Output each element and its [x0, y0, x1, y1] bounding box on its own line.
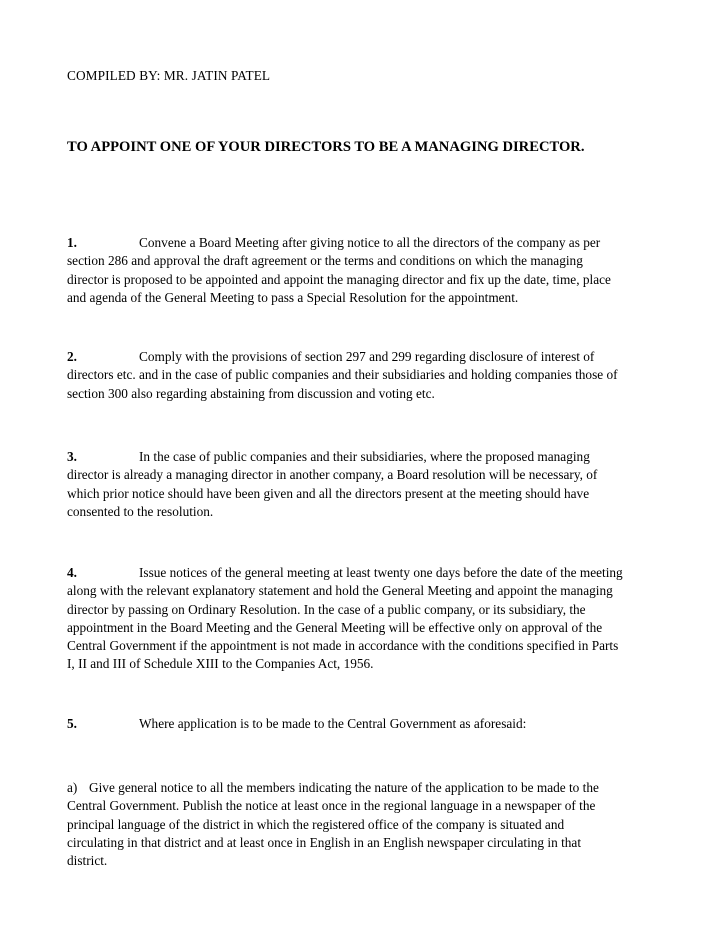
- step-number: 4.: [67, 565, 77, 580]
- substep-line: Central Government. Publish the notice at least once in the regional language in a newspaper of the: [67, 798, 596, 814]
- step-line: [67, 234, 665, 252]
- step-text: In the case of public companies and their subsidiaries, where the proposed managing: [139, 449, 590, 464]
- step-line: [67, 348, 665, 366]
- step-5: [67, 715, 665, 733]
- step-line: appointment in the Board Meeting and the General Meeting will be effective only on approval of the: [67, 619, 603, 635]
- step-number: 2.: [67, 349, 77, 364]
- step-line: section 300 also regarding abstaining from discussion and voting etc.: [67, 385, 435, 401]
- step-text: Where application is to be made to the Central Government as aforesaid:: [139, 716, 527, 731]
- substep-text: Give general notice to all the members indicating the nature of the application to be made to the: [89, 780, 599, 795]
- step-line: [67, 715, 665, 733]
- step-line: which prior notice should have been given and all the directors present at the meeting should have: [67, 485, 590, 501]
- step-line: director is proposed to be appointed and appoint the managing director and fix up the date, time, place: [67, 271, 611, 287]
- step-text: Convene a Board Meeting after giving notice to all the directors of the company as per: [139, 235, 601, 250]
- step-3: [67, 448, 665, 521]
- substep-a: [67, 779, 665, 870]
- step-4: [67, 564, 665, 674]
- document-title: TO APPOINT ONE OF YOUR DIRECTORS TO BE A MANAGING DIRECTOR.: [67, 139, 585, 155]
- step-1: [67, 234, 665, 307]
- step-2: [67, 348, 665, 403]
- substep-line: [67, 779, 665, 797]
- step-text: Comply with the provisions of section 297 and 299 regarding disclosure of interest of: [139, 349, 595, 364]
- step-number: 5.: [67, 716, 77, 731]
- step-line: directors etc. and in the case of public companies and their subsidiaries and holding companies those of: [67, 367, 618, 383]
- step-number: 3.: [67, 449, 77, 464]
- step-line: director by passing on Ordinary Resolution. In the case of a public company, or its subsidiary, the: [67, 601, 586, 617]
- step-line: section 286 and approval the draft agreement or the terms and conditions on which the managing: [67, 253, 583, 269]
- step-text: Issue notices of the general meeting at least twenty one days before the date of the meeting: [139, 565, 623, 580]
- step-line: [67, 564, 665, 582]
- step-line: director is already a managing director in another company, a Board resolution will be necessary, of: [67, 467, 598, 483]
- compiled-by: COMPILED BY: MR. JATIN PATEL: [67, 68, 271, 83]
- step-line: and agenda of the General Meeting to pass a Special Resolution for the appointment.: [67, 289, 519, 305]
- step-line: consented to the resolution.: [67, 503, 214, 519]
- substep-label: a): [67, 780, 78, 795]
- substep-line: circulating in that district and at least once in English in an English newspaper circulating in that: [67, 834, 582, 850]
- step-line: I, II and III of Schedule XIII to the Companies Act, 1956.: [67, 656, 374, 672]
- step-line: Central Government if the appointment is not made in accordance with the conditions specified in Parts: [67, 638, 619, 654]
- substep-line: principal language of the district in which the registered office of the company is situated and: [67, 816, 565, 832]
- step-line: along with the relevant explanatory statement and hold the General Meeting and appoint the managing: [67, 583, 613, 599]
- step-number: 1.: [67, 235, 77, 250]
- step-line: [67, 448, 665, 466]
- substep-line: district.: [67, 853, 108, 869]
